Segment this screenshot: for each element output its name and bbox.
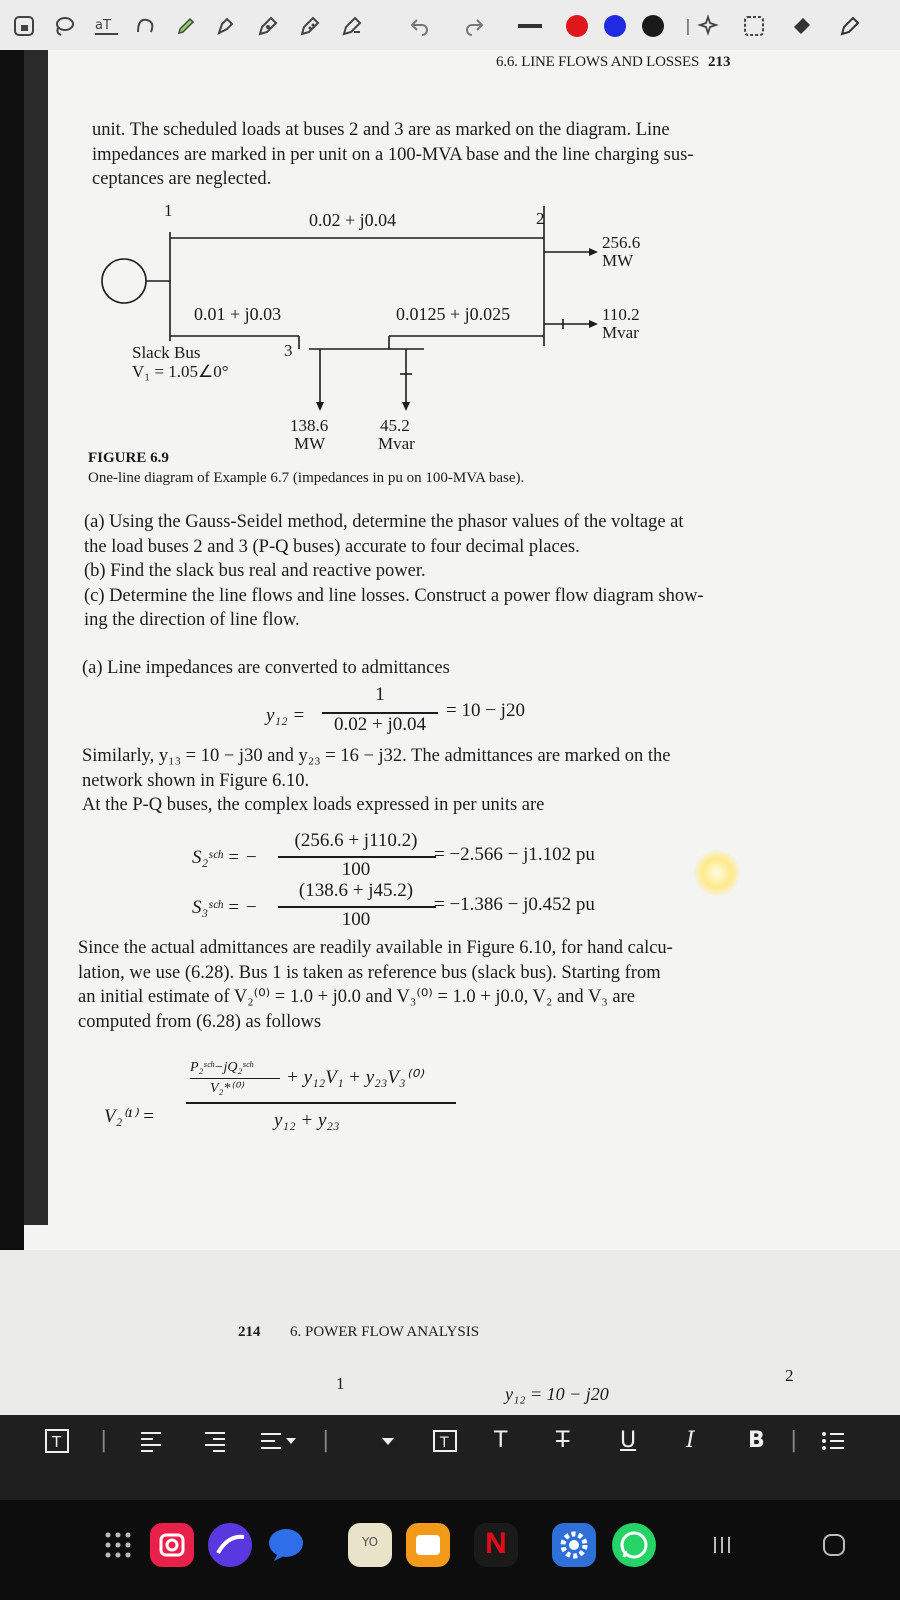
question-line: (c) Determine the line flows and line losses. Construct a power flow diagram show- <box>84 585 704 606</box>
eq4-inner-numerator: P₂ˢᶜʰ−jQ₂ˢᶜʰ <box>190 1060 253 1075</box>
eq1-numerator: 1 <box>375 684 385 705</box>
netflix-app-icon[interactable] <box>474 1523 518 1567</box>
eq1-rhs: = 10 − j20 <box>446 700 525 721</box>
toolbar-separator: | <box>685 16 691 35</box>
toolbar-divider: | <box>100 1428 108 1453</box>
color-red-swatch[interactable] <box>566 15 588 37</box>
running-header: 6. POWER FLOW ANALYSIS <box>290 1324 480 1340</box>
one-line-diagram <box>84 196 724 496</box>
color-black-swatch[interactable] <box>642 15 664 37</box>
eq4-inner-fraction-bar <box>190 1078 280 1079</box>
q2-value: 110.2 <box>602 305 640 324</box>
q2-unit: Mvar <box>602 323 639 342</box>
eq2-fraction-bar <box>278 856 436 858</box>
eq2-denominator: 100 <box>341 859 371 880</box>
svg-text:T: T <box>440 1435 449 1451</box>
page-edge-shadow <box>24 50 48 1225</box>
q3-value: 45.2 <box>380 416 410 435</box>
camera-app-icon[interactable] <box>150 1523 194 1567</box>
page-number: 213 <box>708 54 731 70</box>
recents-icon[interactable] <box>700 1523 744 1567</box>
z23-label: 0.0125 + j0.025 <box>396 304 511 324</box>
glare-spot <box>694 850 740 896</box>
slack-voltage-label: V₁ = 1.05∠0° <box>132 362 229 381</box>
p3-unit: MW <box>294 434 326 453</box>
brush-icon[interactable] <box>298 14 322 38</box>
q3-unit: Mvar <box>378 434 415 453</box>
question-line: (b) Find the slack bus real and reactive power. <box>84 561 426 581</box>
svg-text:T: T <box>52 1433 62 1451</box>
text-frame-icon[interactable] <box>432 1428 458 1460</box>
browser-app-icon[interactable] <box>208 1523 252 1567</box>
page-number: 214 <box>238 1324 261 1340</box>
line-thickness-icon[interactable] <box>516 14 540 38</box>
bullet-list-icon[interactable] <box>820 1428 846 1460</box>
question-line: the load buses 2 and 3 (P-Q buses) accurate to four decimal places. <box>84 536 580 557</box>
slack-bus-label: Slack Bus <box>132 343 201 362</box>
chevron-down-icon[interactable] <box>380 1428 396 1460</box>
problem-statement <box>84 510 824 633</box>
eq2-rhs: = −2.566 − j1.102 pu <box>434 844 595 865</box>
p2-unit: MW <box>602 251 634 270</box>
files-app-icon[interactable] <box>406 1523 450 1567</box>
netflix-letter: N <box>485 1527 507 1560</box>
intro-line: impedances are marked in per unit on a 100-MVA base and the line charging sus- <box>92 144 694 165</box>
undo-icon[interactable] <box>408 14 432 38</box>
align-left-icon[interactable] <box>138 1428 164 1460</box>
pencil-icon[interactable] <box>256 14 280 38</box>
eraser-icon[interactable] <box>340 14 364 38</box>
z13-label: 0.01 + j0.03 <box>194 304 282 324</box>
since-line: lation, we use (6.28). Bus 1 is taken as reference bus (slack bus). Starting from <box>78 962 661 983</box>
z12-label: 0.02 + j0.04 <box>309 210 397 230</box>
question-line: ing the direction of line flow. <box>84 610 300 630</box>
eq4-denominator: y₁₂ + y₂₃ <box>274 1110 340 1131</box>
question-line: (a) Using the Gauss-Seidel method, determine the phasor values of the voltage at <box>84 512 684 532</box>
eq3-rhs: = −1.386 − j0.452 pu <box>434 894 595 915</box>
since-line: an initial estimate of V₂⁽⁰⁾ = 1.0 + j0.0 and V₃⁽⁰⁾ = 1.0 + j0.0, V₂ and V₃ are <box>78 987 635 1007</box>
eq3-lhs: S₃ˢᶜʰ = − <box>192 897 258 918</box>
similarly-line: network shown in Figure 6.10. <box>82 770 310 791</box>
highlighter-icon[interactable] <box>174 14 198 38</box>
shape-icon[interactable] <box>134 14 158 38</box>
svg-text:aT: aT <box>95 18 111 33</box>
toolbar-divider: | <box>790 1428 798 1453</box>
eq4-fraction-bar <box>186 1102 456 1104</box>
eq1-lhs: y₁₂ = <box>266 705 306 726</box>
pen-icon[interactable] <box>214 14 238 38</box>
similarly-line: At the P-Q buses, the complex loads expressed in per units are <box>82 795 545 815</box>
italic-button[interactable]: I <box>686 1428 695 1453</box>
selection-icon[interactable] <box>742 14 766 38</box>
document-page-213 <box>24 50 900 1250</box>
notes-app-label: YO <box>361 1535 379 1549</box>
text-box-icon[interactable] <box>44 1428 70 1460</box>
strikethrough-button[interactable]: T <box>556 1428 570 1453</box>
eq4-inner-denominator: V₂*⁽⁰⁾ <box>210 1081 243 1096</box>
similarly-paragraph <box>82 744 842 818</box>
marker-icon[interactable] <box>790 14 814 38</box>
since-line: Since the actual admittances are readily available in Figure 6.10, for hand calcu- <box>78 938 673 958</box>
p2-value: 256.6 <box>602 233 641 252</box>
p3-value: 138.6 <box>290 416 329 435</box>
eq3-denominator: 100 <box>341 909 371 930</box>
since-paragraph <box>78 936 858 1034</box>
partial-equation: y₁₂ = 10 − j20 <box>505 1384 609 1404</box>
bus2-label: 2 <box>785 1366 794 1385</box>
grid-icon[interactable] <box>96 1523 140 1567</box>
messages-app-icon[interactable] <box>264 1523 308 1567</box>
bus1-label: 1 <box>336 1374 345 1393</box>
running-header: 6.6. LINE FLOWS AND LOSSES <box>496 54 700 70</box>
eq2-lhs: S₂ˢᶜʰ = − <box>192 847 258 868</box>
solution-intro: (a) Line impedances are converted to admittances <box>82 658 450 678</box>
bus1-label: 1 <box>164 201 173 220</box>
intro-line: ceptances are neglected. <box>92 169 272 189</box>
notes-app-icon[interactable] <box>348 1523 392 1567</box>
eq1-denominator: 0.02 + j0.04 <box>334 714 426 735</box>
eq3-fraction-bar <box>278 906 436 908</box>
redo-icon[interactable] <box>462 14 486 38</box>
pen-alt-icon[interactable] <box>838 14 862 38</box>
bold-button[interactable]: B <box>748 1428 765 1453</box>
align-right-icon[interactable] <box>202 1428 228 1460</box>
underline-button[interactable]: U <box>620 1428 637 1453</box>
similarly-line: Similarly, y₁₃ = 10 − j30 and y₂₃ = 16 − j32. The admittances are marked on the <box>82 746 671 766</box>
toolbar-divider: | <box>322 1428 330 1453</box>
lasso-icon[interactable] <box>52 14 76 38</box>
since-line: computed from (6.28) as follows <box>78 1011 322 1032</box>
intro-line: unit. The scheduled loads at buses 2 and 3 are as marked on the diagram. Line <box>92 120 670 140</box>
line-spacing-dropdown[interactable] <box>258 1428 298 1460</box>
figure-label: FIGURE 6.9 <box>88 450 169 466</box>
home-icon[interactable] <box>812 1523 856 1567</box>
eq3-numerator: (138.6 + j45.2) <box>298 880 414 901</box>
settings-app-icon[interactable] <box>552 1523 596 1567</box>
annotation-toolbar <box>0 0 900 50</box>
eq4-lhs: V₂⁽¹⁾ = <box>104 1106 155 1127</box>
document-page-214 <box>0 1250 900 1415</box>
text-size-button[interactable]: T <box>494 1428 508 1453</box>
lock-icon[interactable] <box>12 14 36 38</box>
bus2-label: 2 <box>536 209 545 228</box>
text-recognize-icon[interactable] <box>94 14 118 38</box>
sparkle-icon[interactable] <box>696 14 720 38</box>
bus3-label: 3 <box>284 341 293 360</box>
figure-caption: One-line diagram of Example 6.7 (impedances in pu on 100-MVA base). <box>88 470 525 486</box>
whatsapp-app-icon[interactable] <box>612 1523 656 1567</box>
eq2-numerator: (256.6 + j110.2) <box>294 830 418 851</box>
intro-paragraph <box>92 118 812 192</box>
color-blue-swatch[interactable] <box>604 15 626 37</box>
eq4-numerator-rest: + y₁₂V₁ + y₂₃V₃⁽⁰⁾ <box>286 1067 423 1088</box>
